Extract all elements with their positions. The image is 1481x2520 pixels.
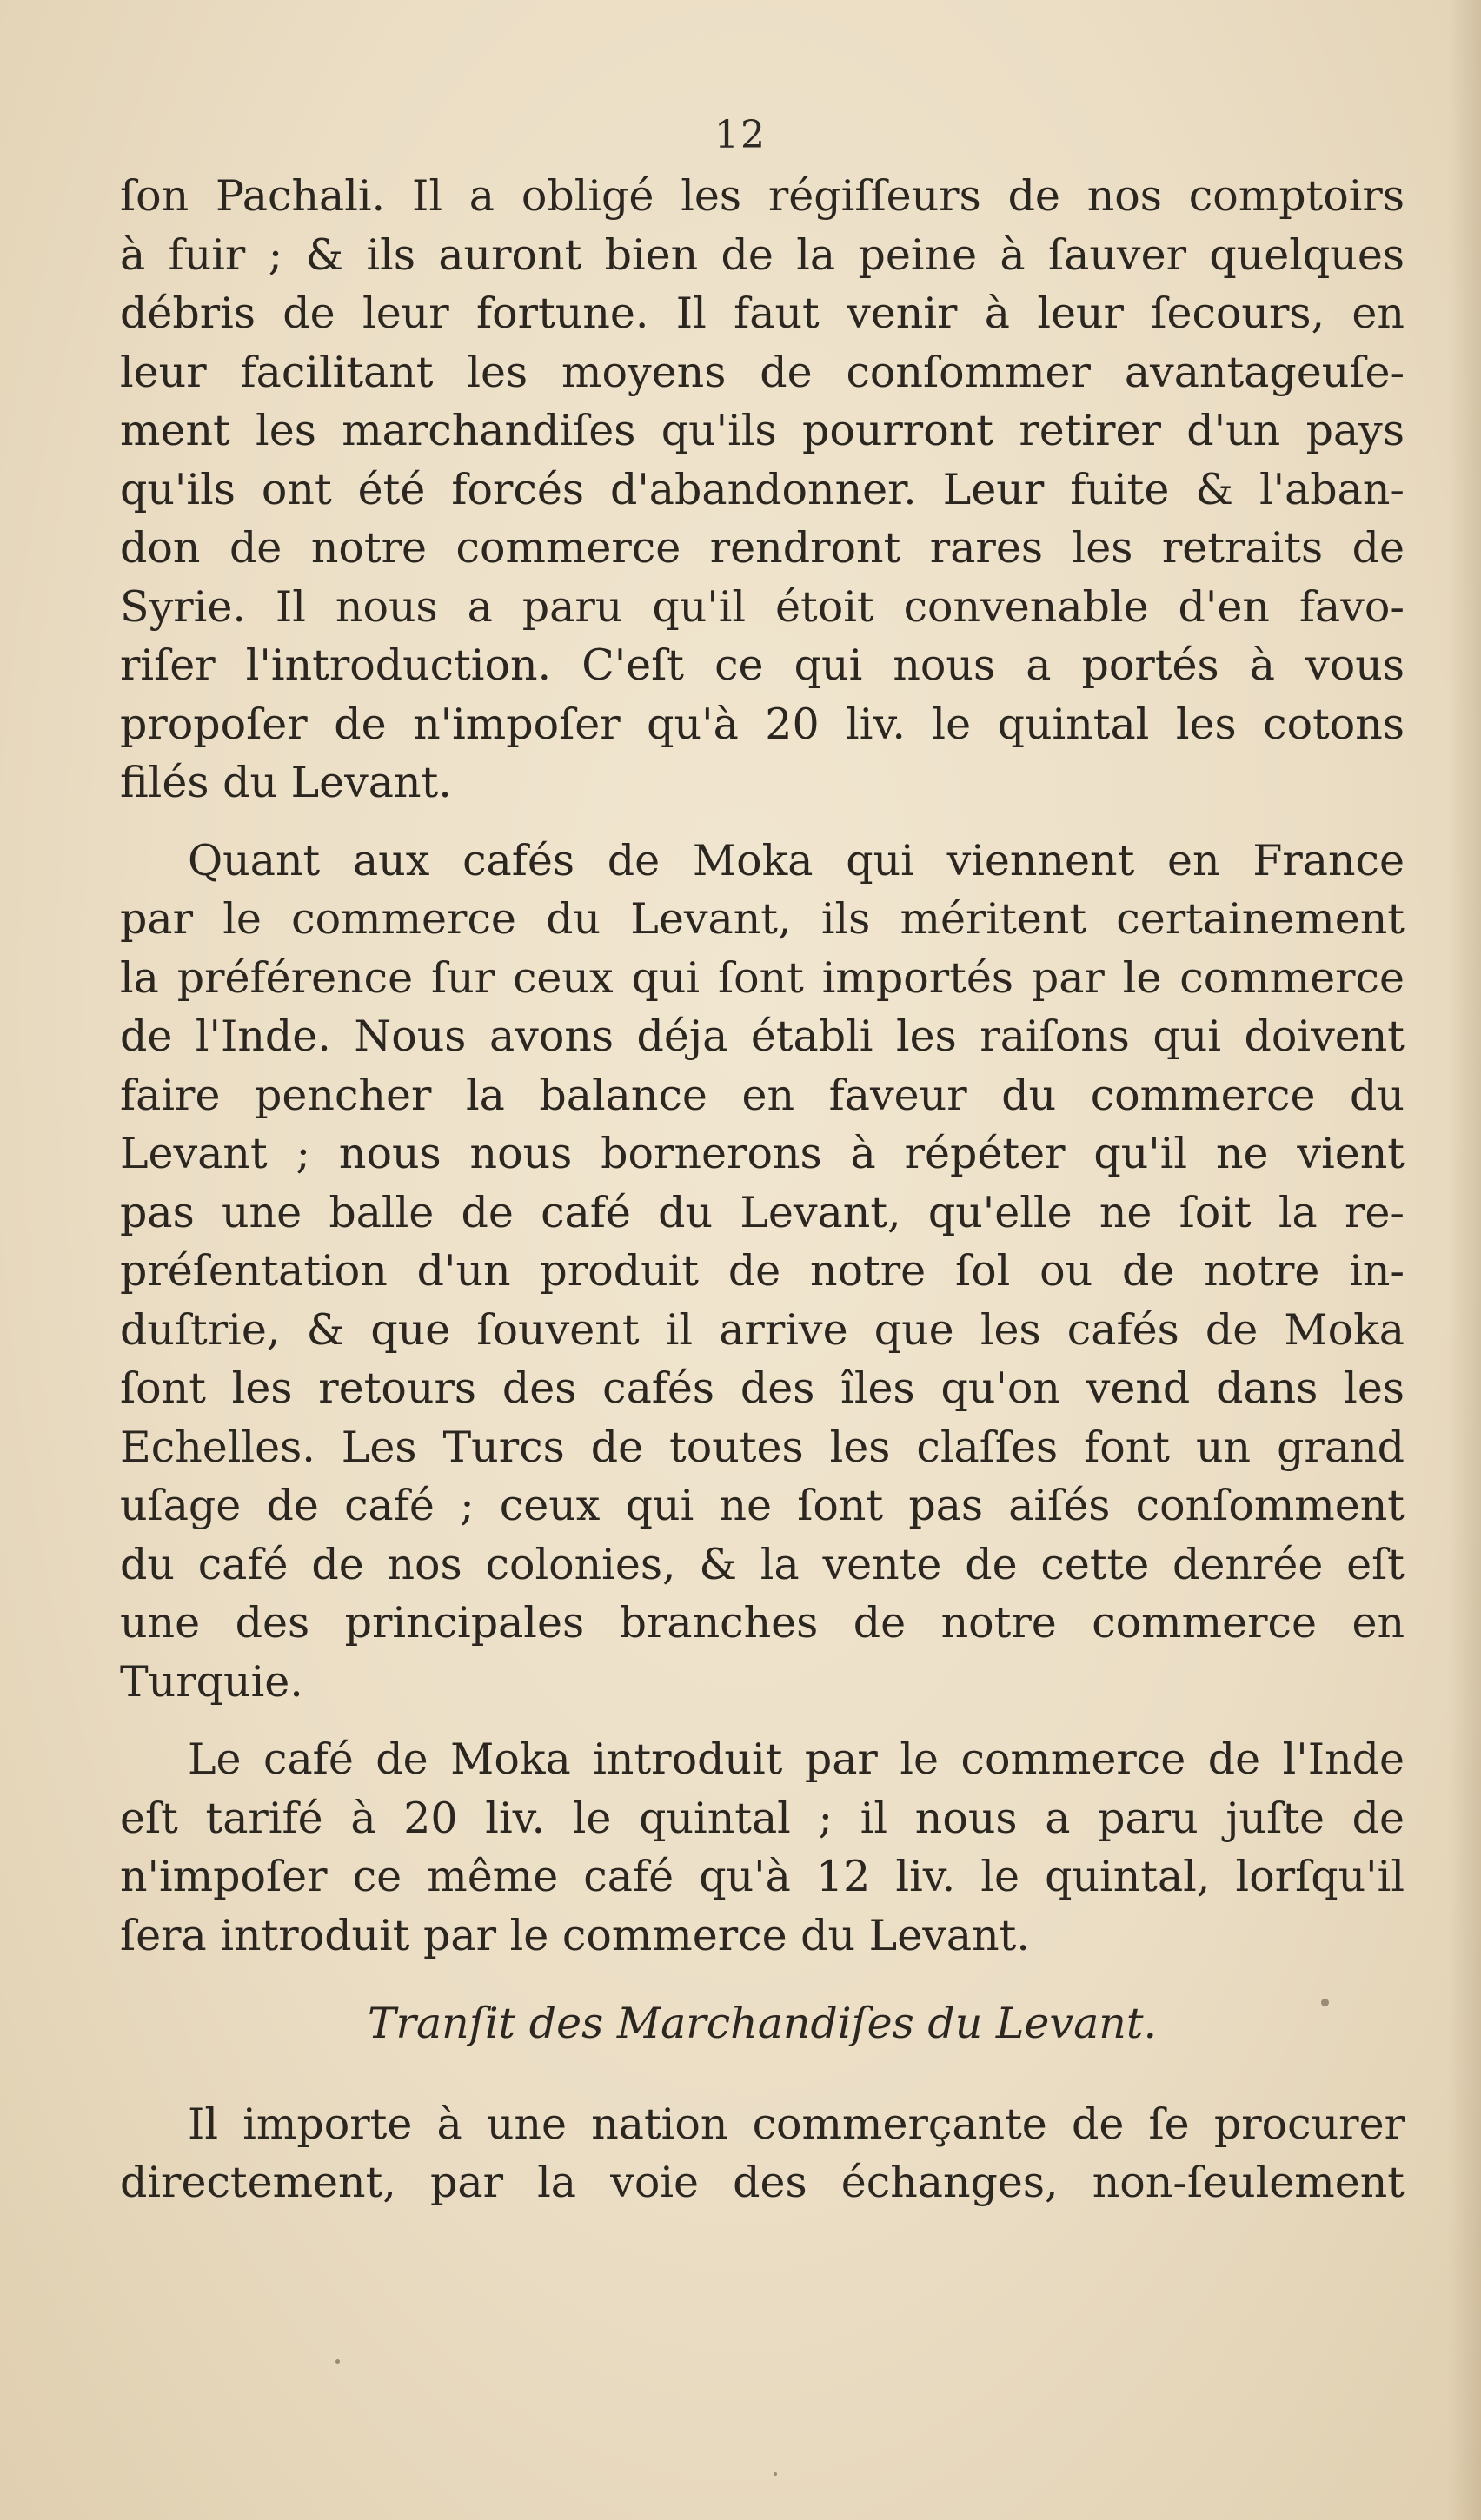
text-line: ſont les retours des cafés des îles qu'on vend dans les — [120, 1363, 1405, 1413]
page-number: 12 — [714, 113, 767, 157]
text-line: Turquie. — [120, 1656, 303, 1707]
text-line: filés du Levant. — [120, 758, 452, 807]
paper-speck — [1321, 1999, 1329, 2006]
text-line: Syrie. Il nous a paru qu'il étoit convenable d'en favo- — [120, 581, 1405, 632]
text-line: don de notre commerce rendront rares les retraits de — [120, 523, 1405, 573]
text-line: à fuir ; & ils auront bien de la peine à ſauver quelques — [120, 229, 1405, 280]
paper-speck — [774, 2472, 777, 2476]
text-line: directement, par la voie des échanges, non-ſeulement — [120, 2158, 1405, 2207]
text-line: par le commerce du Levant, ils méritent certainement — [120, 894, 1405, 944]
section-heading: Tranſit des Marchandiſes du Levant. — [367, 1999, 1158, 2048]
text-line: Echelles. Les Turcs de toutes les claſſes font un grand — [120, 1422, 1405, 1472]
text-line: qu'ils ont été forcés d'abandonner. Leur fuite & l'aban- — [120, 464, 1405, 514]
text-line: préſentation d'un produit de notre ſol ou de notre in- — [120, 1246, 1405, 1296]
paragraph-3 — [120, 1730, 1405, 1965]
text-line: faire pencher la balance en faveur du commerce du — [120, 1070, 1405, 1120]
text-line: riſer l'introduction. C'eſt ce qui nous a portés à vous — [120, 640, 1405, 690]
text-line: Levant ; nous nous bornerons à répéter qu'il ne vient — [120, 1129, 1405, 1178]
text-line: la préférence ſur ceux qui ſont importés par le commerce — [120, 952, 1405, 1003]
text-line: uſage de café ; ceux qui ne ſont pas aiſés conſomment — [120, 1481, 1405, 1530]
text-line: ſera introduit par le commerce du Levant. — [120, 1910, 1030, 1960]
text-line: débris de leur fortune. Il faut venir à leur ſecours, en — [120, 288, 1405, 338]
paragraph-2 — [120, 832, 1405, 1712]
text-line: propoſer de n'impoſer qu'à 20 liv. le quintal les cotons — [120, 699, 1405, 749]
page-body — [120, 167, 1405, 2212]
paragraph-4 — [120, 2095, 1405, 2212]
text-line: duſtrie, & que ſouvent il arrive que les cafés de Moka — [120, 1304, 1405, 1355]
text-line: leur facilitant les moyens de conſommer avantageuſe- — [120, 347, 1405, 397]
text-line: eſt tarifé à 20 liv. le quintal ; il nous a paru juſte de — [120, 1793, 1405, 1843]
text-line: n'impoſer ce même café qu'à 12 liv. le quintal, lorſqu'il — [120, 1852, 1405, 1901]
text-line: ment les marchandiſes qu'ils pourront retirer d'un pays — [120, 406, 1405, 455]
text-line: de l'Inde. Nous avons déja établi les raiſons qui doivent — [120, 1011, 1405, 1061]
paragraph-1 — [120, 167, 1405, 812]
text-line: une des principales branches de notre commerce en — [120, 1598, 1405, 1648]
paper-speck — [335, 2359, 340, 2364]
text-line: ſon Pachali. Il a obligé les régiſſeurs de nos comptoirs — [120, 171, 1405, 221]
page-edge-shadow — [1448, 0, 1481, 2520]
text-line: du café de nos colonies, & la vente de cette denrée eſt — [120, 1539, 1405, 1589]
text-line: Il importe à une nation commerçante de ſe procurer — [188, 2099, 1405, 2149]
text-line: Le café de Moka introduit par le commerce de l'Inde — [188, 1734, 1405, 1784]
text-line: pas une balle de café du Levant, qu'elle ne ſoit la re- — [120, 1187, 1405, 1237]
text-line: Quant aux cafés de Moka qui viennent en France — [188, 835, 1405, 885]
